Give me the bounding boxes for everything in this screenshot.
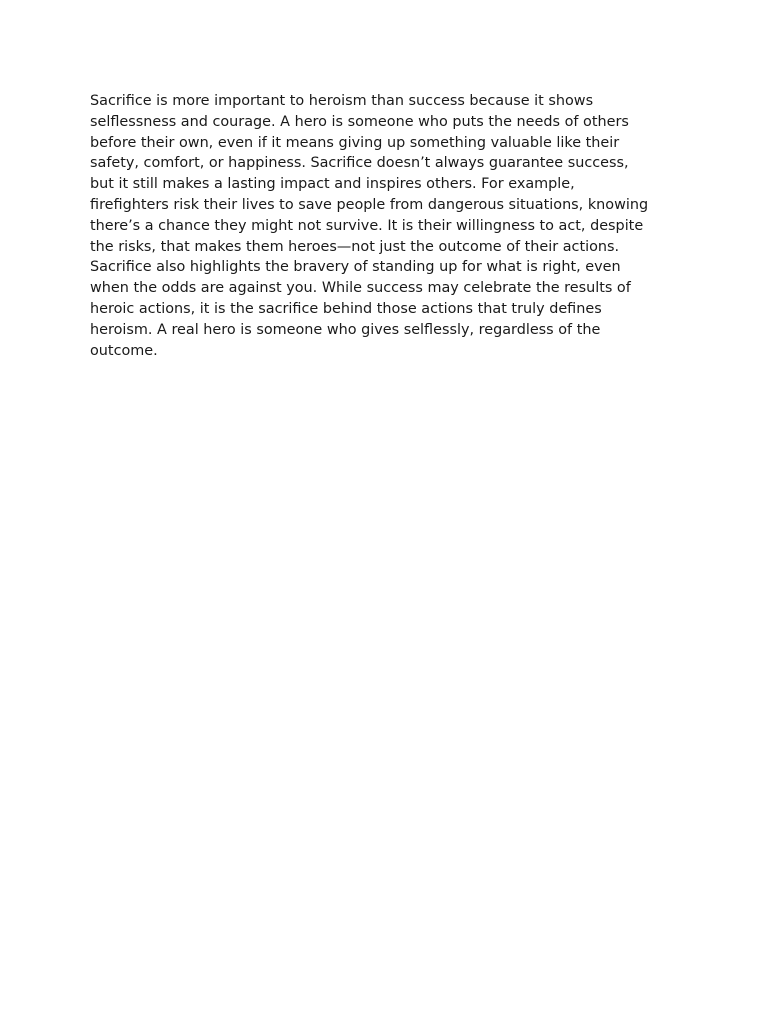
paragraph-line: the risks, that makes them heroes—not just the outcome of their actions. bbox=[90, 238, 620, 255]
paragraph-line: but it still makes a lasting impact and inspires others. For example, bbox=[90, 176, 575, 193]
essay-paragraph bbox=[90, 91, 678, 361]
paragraph-line: Sacrifice also highlights the bravery of standing up for what is right, even bbox=[90, 259, 621, 276]
paragraph-line: heroism. A real hero is someone who gives selflessly, regardless of the bbox=[90, 321, 601, 338]
paragraph-line: outcome. bbox=[90, 342, 158, 359]
paragraph-line: safety, comfort, or happiness. Sacrifice doesn’t always guarantee success, bbox=[90, 155, 629, 172]
paragraph-line: before their own, even if it means giving up something valuable like their bbox=[90, 134, 620, 151]
paragraph-line: heroic actions, it is the sacrifice behind those actions that truly defines bbox=[90, 300, 602, 317]
paragraph-line: Sacrifice is more important to heroism than success because it shows bbox=[90, 93, 594, 109]
paragraph-line: when the odds are against you. While success may celebrate the results of bbox=[90, 280, 631, 297]
paragraph-line: firefighters risk their lives to save people from dangerous situations, knowing bbox=[90, 196, 649, 213]
paragraph-line: there’s a chance they might not survive. It is their willingness to act, despite bbox=[90, 217, 644, 234]
paragraph-line: selflessness and courage. A hero is someone who puts the needs of others bbox=[90, 113, 629, 130]
